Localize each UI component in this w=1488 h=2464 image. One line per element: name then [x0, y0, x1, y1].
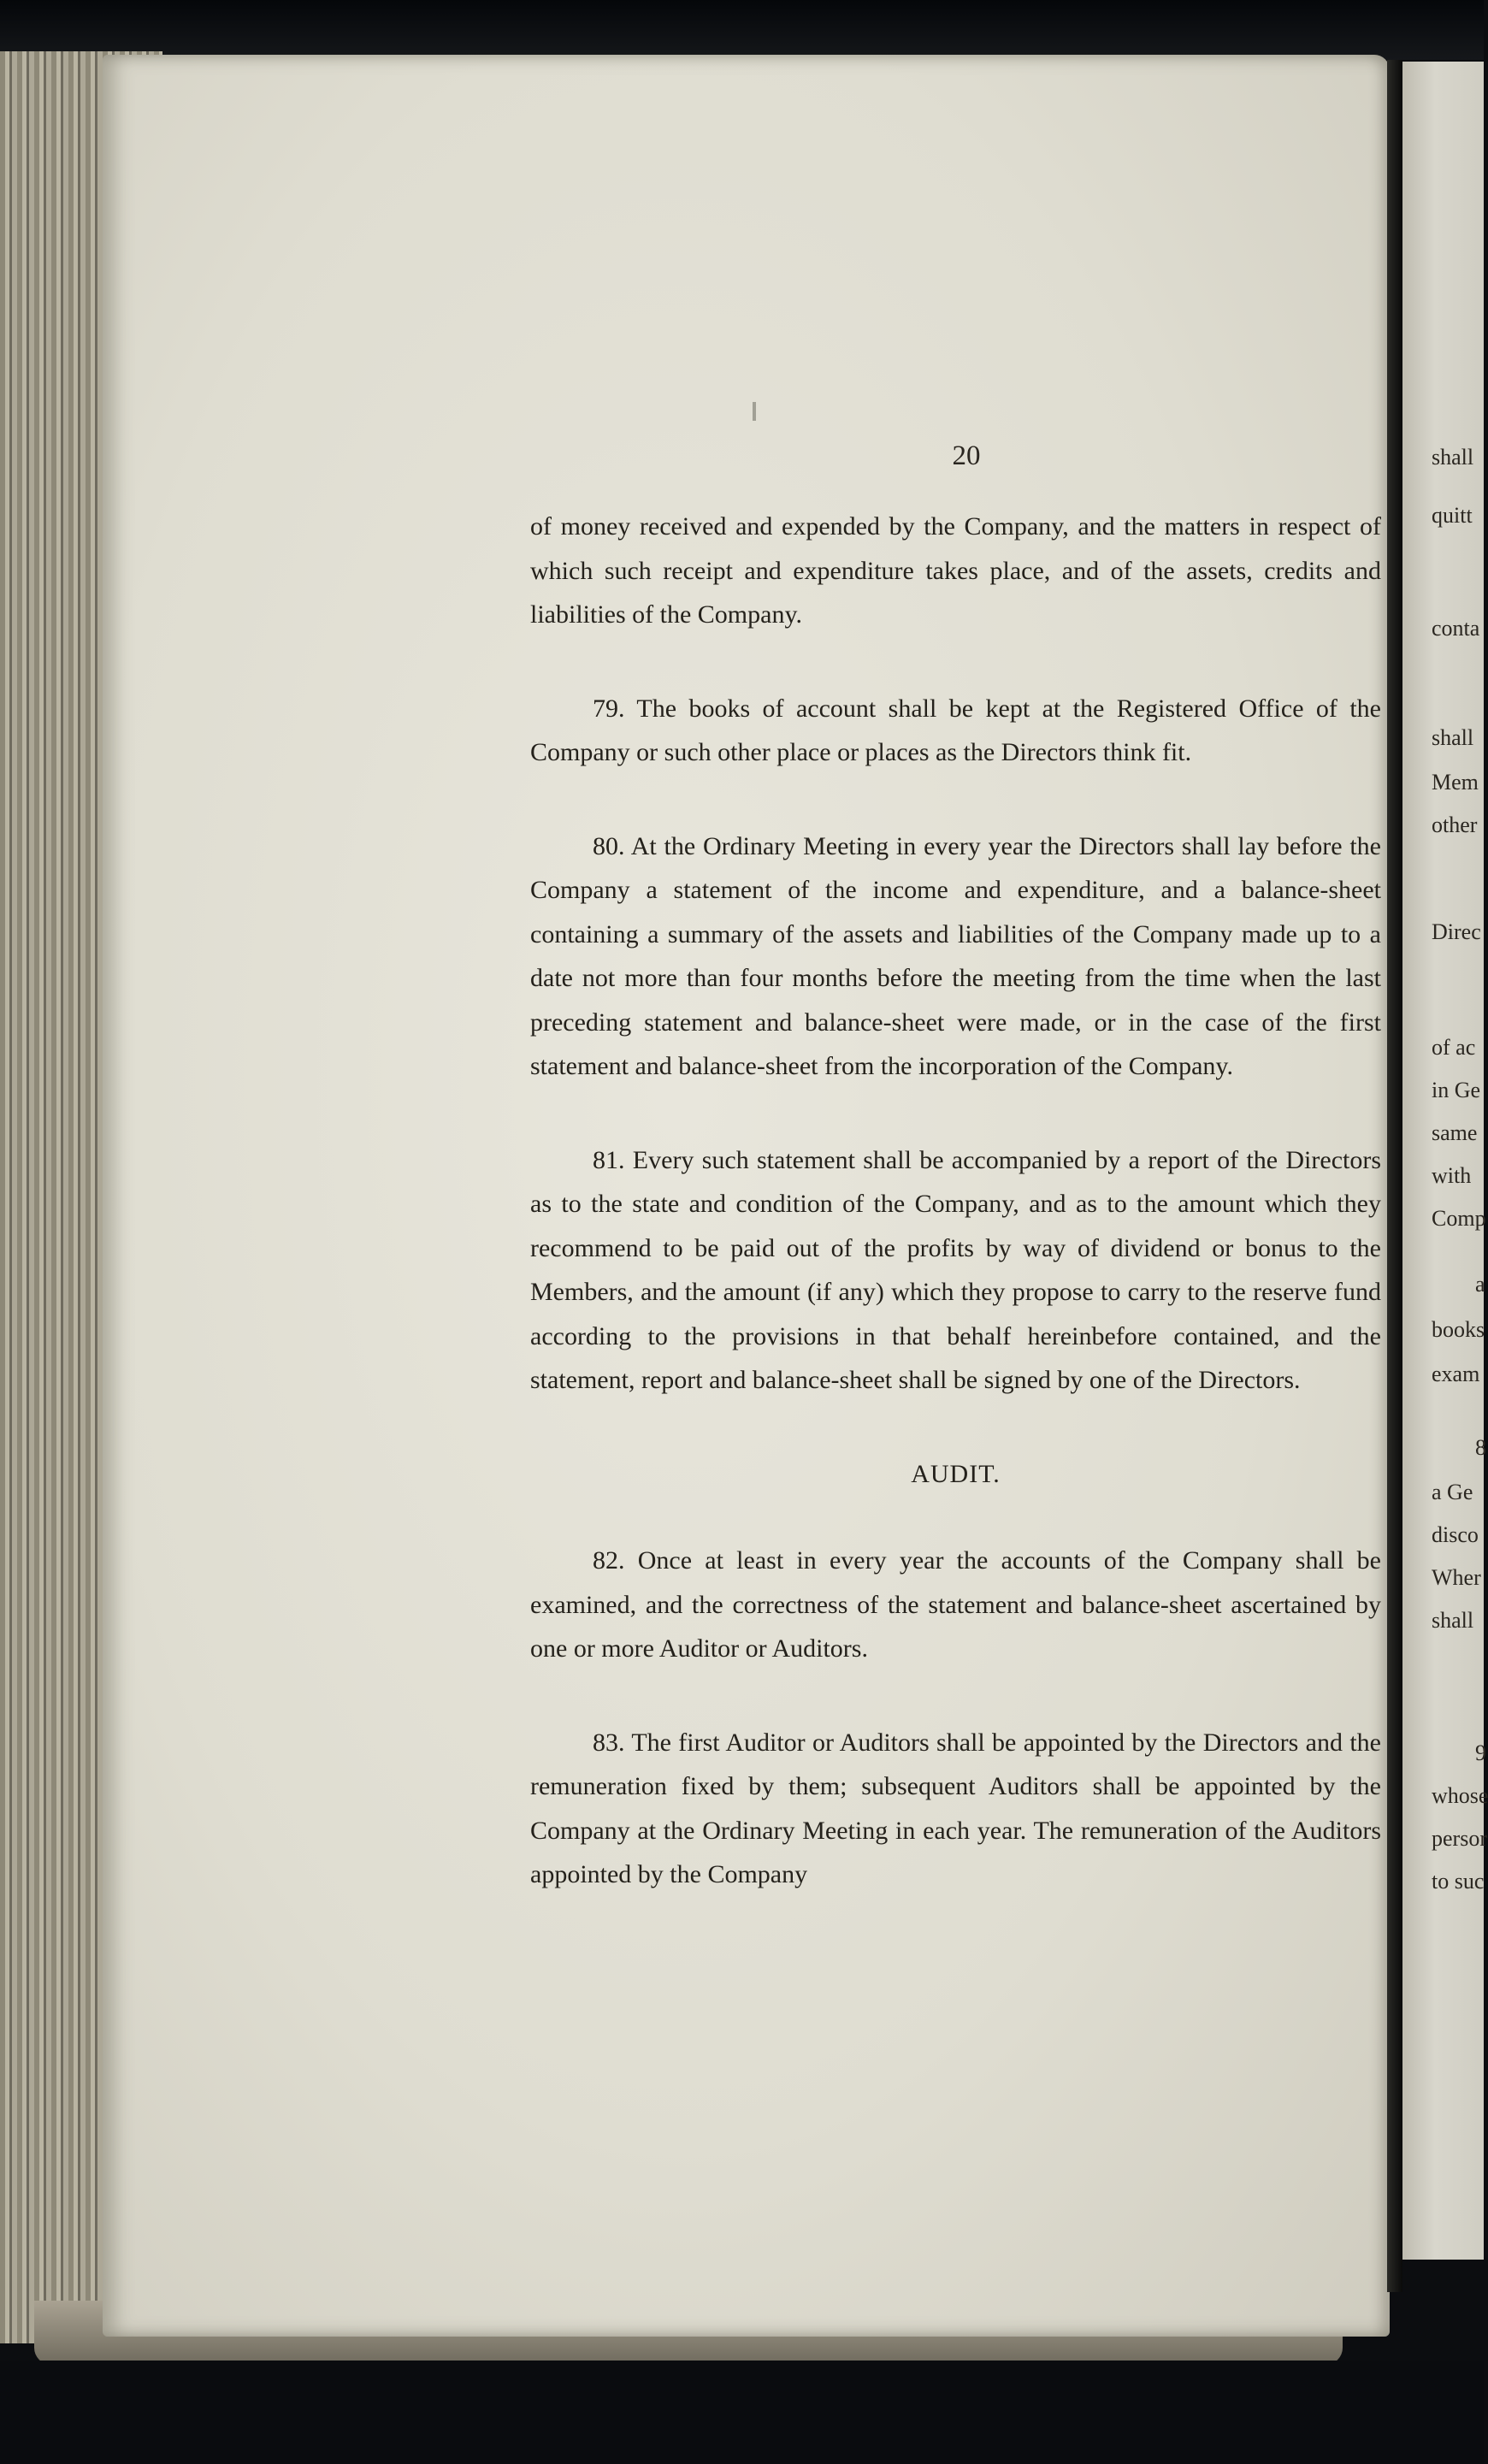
book-gutter: [1387, 60, 1402, 2292]
facing-text: persor: [1432, 1826, 1487, 1851]
facing-text: same: [1432, 1120, 1478, 1145]
facing-text: with: [1432, 1163, 1472, 1188]
facing-page: [1402, 62, 1484, 2260]
facing-text: other: [1432, 812, 1478, 837]
background-top: [0, 0, 1484, 60]
facing-text: quitt: [1432, 503, 1473, 528]
facing-text: 9: [1475, 1740, 1486, 1765]
article-number: 79.: [593, 694, 625, 723]
facing-text: shall: [1432, 725, 1474, 750]
article-82: [530, 1539, 1381, 1671]
article-text: Every such statement shall be accompanied by a report of the Directors as to the state and condition of the Company, and as to the amount which they recommend to be paid out of the profits by way of dividend or bonus to the Members, and the amount (if any) which they propose to carry to the reserve fund according to the provisions in that behalf hereinbefore contained, and the statement, report and balance-sheet shall be signed by one of the Directors.: [530, 1145, 1382, 1394]
article-80: [530, 824, 1381, 1089]
facing-text: shall: [1432, 1608, 1474, 1633]
facing-text: conta: [1432, 616, 1480, 641]
article-83: [530, 1721, 1381, 1897]
article-79: [530, 687, 1381, 775]
page-number: 20: [952, 440, 981, 471]
facing-text: Mem: [1432, 770, 1479, 795]
article-number: 83.: [593, 1728, 625, 1757]
page-blemish: [753, 402, 756, 421]
article-81: [530, 1138, 1381, 1403]
article-number: 80.: [593, 831, 625, 860]
facing-text: whose: [1432, 1783, 1488, 1808]
facing-text: in Ge: [1432, 1078, 1481, 1102]
facing-text: a Ge: [1432, 1480, 1473, 1504]
article-text: The books of account shall be kept at the Registered Office of the Company or such other place or places as the Directors think fit.: [530, 694, 1381, 766]
article-number: 82.: [593, 1546, 625, 1575]
facing-text: Direc: [1432, 919, 1481, 944]
facing-text: shall: [1432, 445, 1474, 470]
facing-text: of ac: [1432, 1035, 1476, 1060]
facing-text: books: [1432, 1317, 1485, 1342]
facing-text: to suc: [1432, 1869, 1485, 1894]
page-body: [530, 505, 1381, 1897]
paragraph-continued: of money received and expended by the Company, and the matters in respect of which such receipt and expenditure takes place, and of the assets, credits and liabilities of the Company.: [530, 512, 1381, 629]
facing-text: disco: [1432, 1522, 1479, 1547]
facing-text: 8: [1475, 1435, 1486, 1460]
article-text: Once at least in every year the accounts of the Company shall be examined, and the correctness of the statement and balance-sheet ascertained by one or more Auditor or Auditors.: [530, 1546, 1382, 1663]
section-heading: AUDIT.: [911, 1459, 1001, 1488]
facing-text: exam: [1432, 1362, 1480, 1386]
article-number: 81.: [593, 1145, 625, 1174]
article-text: The first Auditor or Auditors shall be appointed by the Directors and the remuneration fixed by them; subsequent Auditors shall be appointed by the Company at the Ordinary Meeting in each year. The remuneration of the Auditors appointed by the Company: [530, 1728, 1381, 1888]
background-bottom: [0, 2361, 1484, 2464]
article-text: At the Ordinary Meeting in every year the Directors shall lay before the Company a statement of the income and expenditure, and a balance-sheet containing a summary of the assets and liabilities of the Company made up to a date not more than four months before the meeting from the time when the last preceding statement and balance-sheet were made, or in the case of the first statement and balance-sheet from the incorporation of the Company.: [530, 831, 1381, 1080]
facing-text: Wher: [1432, 1565, 1481, 1590]
facing-text: Comp: [1432, 1206, 1486, 1231]
facing-text: a: [1475, 1272, 1485, 1297]
